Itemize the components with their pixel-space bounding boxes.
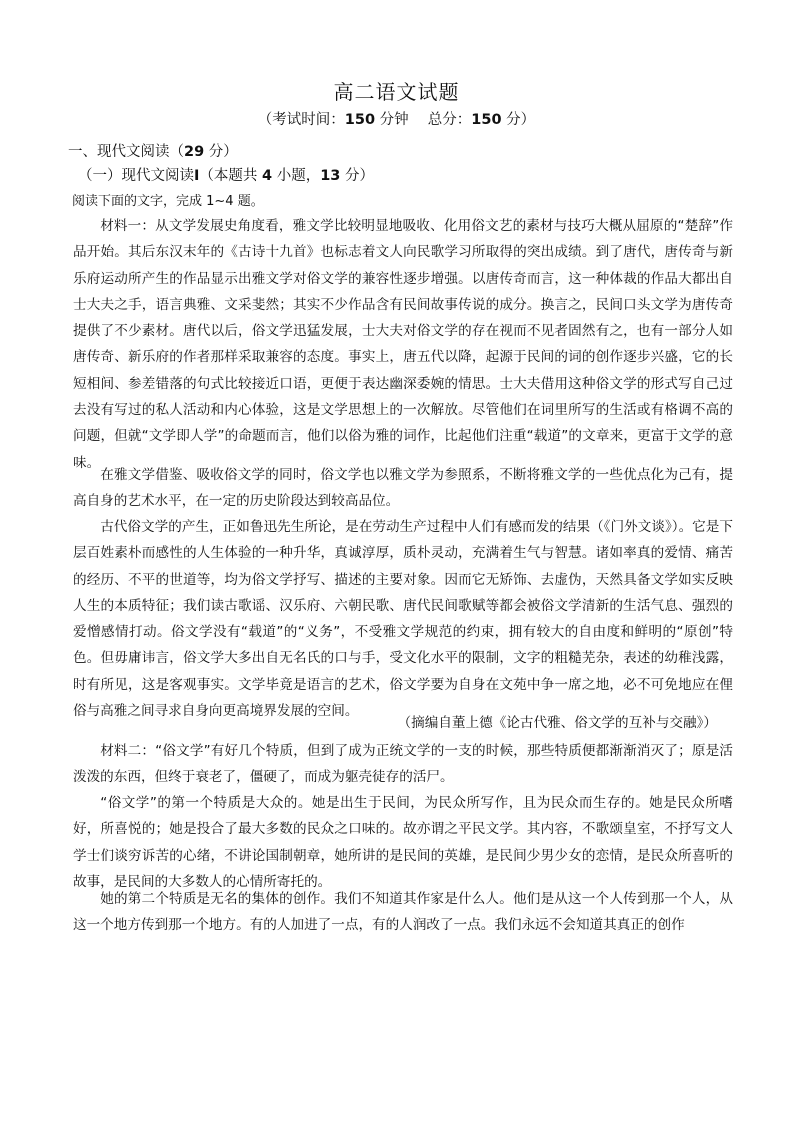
exam-info <box>0 108 793 129</box>
section1-label: 一、现代文阅读（ <box>68 144 184 160</box>
material1-source: （摘编自董上德《论古代雅、俗文学的互补与交融》） <box>397 715 717 731</box>
material2-paragraph-3 <box>73 886 733 939</box>
exam-info-prefix: （考试时间： <box>257 112 345 128</box>
page-title: 高二语文试题 <box>333 80 460 104</box>
material1-paragraph-2 <box>73 462 733 515</box>
material2-paragraph-2 <box>73 790 733 895</box>
material2-paragraph-1 <box>73 738 733 791</box>
exam-time-unit: 分钟 总分： <box>375 112 472 128</box>
material1-paragraph-3 <box>73 514 733 724</box>
paragraph-text: 她的第二个特质是无名的集体的创作。我们不知道其作家是什么人。他们是从这一个人传到那一个人，从这一个地方传到那一个地方。有的人加进了一点，有的人润改了一点。我们永远不会知道其真正的创作 <box>73 891 733 934</box>
section2-mid2: 小题， <box>272 168 321 184</box>
exam-score-value: 150 <box>471 112 502 128</box>
section2-label: （一）现代文阅读 <box>78 168 194 184</box>
section2-mid: （本题共 <box>199 168 263 184</box>
section1-points: 29 <box>184 144 205 160</box>
section1-suffix: 分） <box>204 144 238 160</box>
material1-paragraph-1 <box>73 213 733 476</box>
paragraph-text: 材料二：“俗文学”有好几个特质，但到了成为正统文学的一支的时候，那些特质便都渐渐消灭了；原是活泼泼的东西，但终于衰老了，僵硬了，而成为躯壳徒存的活尸。 <box>73 743 733 786</box>
section2-count: 4 <box>262 168 273 184</box>
paragraph-text: 古代俗文学的产生，正如鲁迅先生所论，是在劳动生产过程中人们有感而发的结果（《门外文谈》）。它是下层百姓素朴而感性的人生体验的一种升华，真诚淳厚，质朴灵动，充满着生气与智慧。诸如率真的爱情、痛苦的经历、不平的世道等，均为俗文学抒写、描述的主要对象。因而它无矫饰、去虚伪，天然具备文学如实反映人生的本质特征；我们读古歌谣、汉乐府、六朝民歌、唐代民间歌赋等都会被俗文学清新的生活气息、强烈的爱憎感情打动。俗文学没有“载道”的“义务”，不受雅文学规范的约束，拥有较大的自由度和鲜明的“原创”特色。但毋庸讳言，俗文学大多出自无名氏的口与手，受文化水平的限制，文字的粗糙芜杂，表述的幼稚浅露，时有所见，这是客观事实。文学毕竟是语言的艺术，俗文学要为自身在文苑中争一席之地，必不可免地应在俚俗与高雅之间寻求自身向更高境界发展的空间。 <box>73 519 733 720</box>
section-heading-2 <box>78 164 374 185</box>
paragraph-text: 材料一：从文学发展史角度看，雅文学比较明显地吸收、化用俗文艺的素材与技巧大概从屈原的“楚辞”作品开始。其后东汉末年的《古诗十九首》也标志着文人向民歌学习所取得的突出成绩。到了唐代，唐传奇与新乐府运动所产生的作品显示出雅文学对俗文学的兼容性逐步增强。以唐传奇而言，这一种体裁的作品大都出自士大夫之手，语言典雅、文采斐然；其实不少作品含有民间故事传说的成分。换言之，民间口头文学为唐传奇提供了不少素材。唐代以后，俗文学迅猛发展，士大夫对俗文学的存在视而不见者固然有之，也有一部分人如唐传奇、新乐府的作者那样采取兼容的态度。事实上，唐五代以降，起源于民间的词的创作逐步兴盛，它的长短相间、参差错落的句式比较接近口语，更便于表达幽深委婉的情思。士大夫借用这种俗文学的形式写自己过去没有写过的私人活动和内心体验，这是文学思想上的一次解放。尽管他们在词里所写的生活或有格调不高的问题，但就“文学即人学”的命题而言，他们以俗为雅的词作，比起他们注重“载道”的文章来，更富于文学的意味。 <box>73 218 733 471</box>
section-heading-1 <box>68 140 238 161</box>
section2-roman: Ⅰ <box>194 168 200 184</box>
section2-points: 13 <box>320 168 341 184</box>
exam-time-value: 150 <box>344 112 376 128</box>
exam-score-unit: 分） <box>501 112 536 128</box>
section2-suffix: 分） <box>340 168 375 184</box>
paragraph-text: 在雅文学借鉴、吸收俗文学的同时，俗文学也以雅文学为参照系，不断将雅文学的一些优点化为己有，提高自身的艺术水平，在一定的历史阶段达到较高品位。 <box>73 467 733 510</box>
paragraph-text: “俗文学”的第一个特质是大众的。她是出生于民间，为民众所写作，且为民众而生存的。她是民众所嗜好，所喜悦的；她是投合了最大多数的民众之口味的。故亦谓之平民文学。其内容，不歌颂皇室，不抒写文人学士们谈穷诉苦的心绪，不讲论国制朝章，她所讲的是民间的英雄，是民间少男少女的恋情，是民众所喜听的故事，是民间的大多数人的心情所寄托的。 <box>73 795 733 890</box>
instruction: 阅读下面的文字，完成 1~4 题。 <box>72 194 264 209</box>
